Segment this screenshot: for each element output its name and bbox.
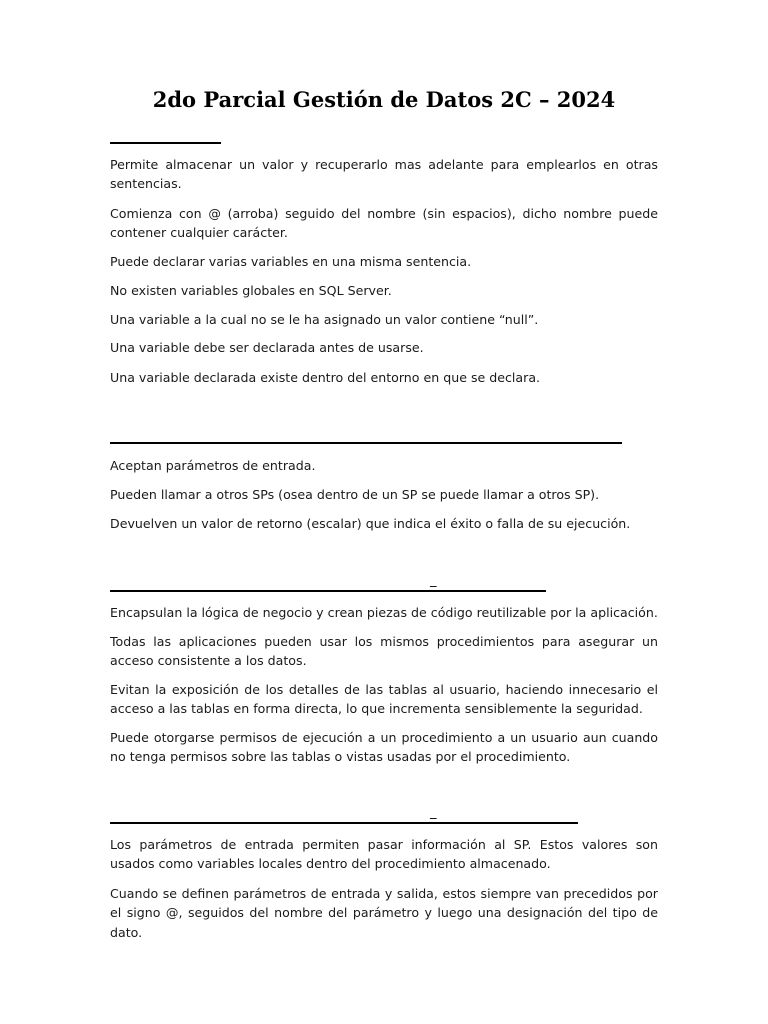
section-3-paragraph-3: Evitan la exposición de los detalles de las tablas al usuario, haciendo innecesario el acceso a las tablas en forma directa, lo que incrementa sensiblemente la seguridad. <box>110 682 658 717</box>
section-1-paragraph-1: Permite almacenar un valor y recuperarlo mas adelante para emplearlos en otras sentencias. <box>110 157 658 192</box>
section-4-paragraph-2: Cuando se definen parámetros de entrada y salida, estos siempre van precedidos por el signo @, seguidos del nombre del parámetro y luego una designación del tipo de dato. <box>110 886 658 940</box>
section-2-paragraph-3: Devuelven un valor de retorno (escalar) que indica el éxito o falla de su ejecución. <box>110 516 631 531</box>
section-3-paragraph-4: Puede otorgarse permisos de ejecución a un procedimiento a un usuario aun cuando no tenga permisos sobre las tablas o vistas usadas por el procedimiento. <box>110 730 658 765</box>
section-2-heading-rule <box>110 442 622 444</box>
section-2-paragraph-1: Aceptan parámetros de entrada. <box>110 458 316 473</box>
section-1-heading-rule <box>110 142 221 144</box>
section-1-paragraph-4: No existen variables globales en SQL Server. <box>110 283 392 298</box>
section-3-heading-rule <box>110 590 546 592</box>
document-title: 2do Parcial Gestión de Datos 2C – 2024 <box>152 87 616 112</box>
section-4-paragraph-1: Los parámetros de entrada permiten pasar información al SP. Estos valores son usados como variables locales dentro del procedimiento almacenado. <box>110 837 658 872</box>
section-1-paragraph-6: Una variable debe ser declarada antes de usarse. <box>110 340 424 355</box>
section-4-heading-rule <box>110 822 578 824</box>
section-1-paragraph-3: Puede declarar varias variables en una misma sentencia. <box>110 254 472 269</box>
section-2-paragraph-2: Pueden llamar a otros SPs (osea dentro de un SP se puede llamar a otros SP). <box>110 487 600 502</box>
section-1-paragraph-5: Una variable a la cual no se le ha asignado un valor contiene “null”. <box>110 312 539 327</box>
section-4-heading-marker: _ <box>430 805 437 820</box>
section-1-paragraph-2: Comienza con @ (arroba) seguido del nombre (sin espacios), dicho nombre puede contener cualquier carácter. <box>110 206 658 241</box>
section-3-paragraph-1: Encapsulan la lógica de negocio y crean piezas de código reutilizable por la aplicación. <box>110 605 658 620</box>
section-3-heading-marker: _ <box>430 573 437 588</box>
section-1-paragraph-7: Una variable declarada existe dentro del entorno en que se declara. <box>110 370 541 385</box>
section-3-paragraph-2: Todas las aplicaciones pueden usar los mismos procedimientos para asegurar un acceso consistente a los datos. <box>110 634 658 669</box>
